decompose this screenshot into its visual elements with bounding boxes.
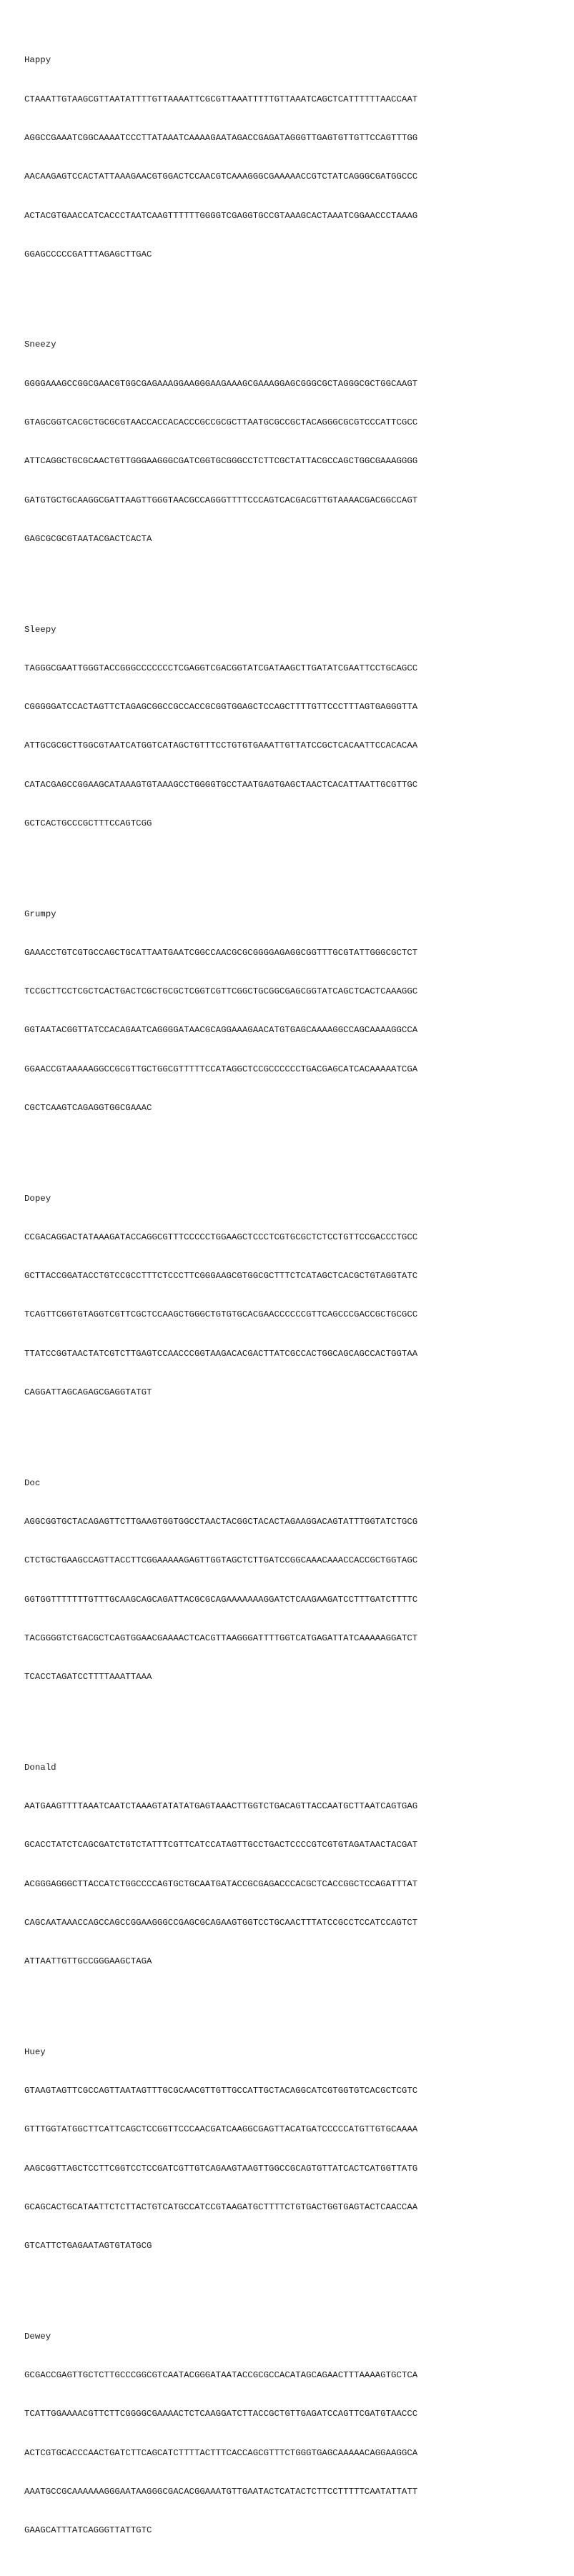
sequence-name: Grumpy (24, 908, 56, 919)
sequence-line: GGGGAAAGCCGGCGAACGTGGCGAGAAAGGAAGGGAAGAAAGCGAAAGGAGCGGGCGCTAGGGCGCTGGCAAGT (24, 378, 418, 389)
sequence-line: AGGCCGAAATCGGCAAAATCCCTTATAAATCAAAAGAATAGACCGAGATAGGGTTGAGTGTTGTTCCAGTTTGG (24, 132, 418, 143)
sequence-name: Happy (24, 55, 51, 66)
sequence-line: GTCATTCTGAGAATAGTGTATGCG (24, 2241, 152, 2251)
sequence-line: GGTAATACGGTTATCCACAGAATCAGGGGATAACGCAGGAAAGAACATGTGAGCAAAAGGCCAGCAAAAGGCCA (24, 1025, 418, 1036)
sequence-name: Doc (24, 1477, 41, 1488)
sequence-line: TCACCTAGATCCTTTTAAATTAAA (24, 1672, 152, 1683)
sequence-line: CGCTCAAGTCAGAGGTGGCGAAAC (24, 1102, 152, 1113)
sequence-name: Donald (24, 1762, 56, 1773)
sequence-name: Sleepy (24, 624, 56, 635)
sequence-name: Huey (24, 2046, 46, 2057)
sequence-name: Sneezy (24, 340, 56, 350)
sequence-line: TTATCCGGTAACTATCGTCTTGAGTCCAACCCGGTAAGACACGACTTATCGCCACTGGCAGCAGCCACTGGTAA (24, 1348, 418, 1359)
sequence-line: GATGTGCTGCAAGGCGATTAAGTTGGGTAACGCCAGGGTTTTCCCAGTCACGACGTTGTAAAACGACGGCCAGT (24, 495, 418, 505)
sequence-line: CAGGATTAGCAGAGCGAGGTATGT (24, 1387, 152, 1398)
sequence-line: ATTCAGGCTGCGCAACTGTTGGGAAGGGCGATCGGTGCGGGCCTCTTCGCTATTACGCCAGCTGGCGAAAGGGG (24, 456, 418, 467)
sequence-line: AAGCGGTTAGCTCCTTCGGTCCTCCGATCGTTGTCAGAAGTAAGTTGGCCGCAGTGTTATCACTCATGGTTATG (24, 2163, 418, 2174)
sequence-line: ATTGCGCGCTTGGCGTAATCATGGTCATAGCTGTTTCCTGTGTGAAATTGTTATCCGCTCACAATTCCACACAA (24, 740, 418, 751)
sequence-line: TCATTGGAAAACGTTCTTCGGGGCGAAAACTCTCAAGGATCTTACCGCTGTTGAGATCCAGTTCGATGTAACCC (24, 2409, 418, 2419)
sequence-line: GGAACCGTAAAAAGGCCGCGTTGCTGGCGTTTTTCCATAGGCTCCGCCCCCCTGACGAGCATCACAAAAATCGA (24, 1064, 418, 1074)
sequence-line: GTTTGGTATGGCTTCATTCAGCTCCGGTTCCCAACGATCAAGGCGAGTTACATGATCCCCCATGTTGTGCAAAA (24, 2124, 418, 2135)
sequence-line: CGGGGGATCCACTAGTTCTAGAGCGGCCGCCACCGCGGTGGAGCTCCAGCTTTTGTTCCCTTTAGTGAGGGTTA (24, 702, 418, 713)
sequence-line: AATGAAGTTTTAAATCAATCTAAAGTATATATGAGTAAACTTGGTCTGACAGTTACCAATGCTTAATCAGTGAG (24, 1801, 418, 1812)
sequence-line: GTAGCGGTCACGCTGCGCGTAACCACCACACCCGCCGCGCTTAATGCGCCGCTACAGGGCGCGTCCCATTCGCC (24, 417, 418, 427)
sequence-line: ACGGGAGGGCTTACCATCTGGCCCCAGTGCTGCAATGATACCGCGAGACCCACGCTCACCGGCTCCAGATTTAT (24, 1878, 418, 1889)
sequence-line: GGAGCCCCCGATTTAGAGCTTGAC (24, 249, 152, 259)
sequence-line: CCGACAGGACTATAAAGATACCAGGCGTTTCCCCCTGGAAGCTCCCTCGTGCGCTCTCCTGTTCCGACCCTGCC (24, 1232, 418, 1242)
sequence-line: AACAAGAGTCCACTATTAAAGAACGTGGACTCCAACGTCAAAGGGCGAAAAACCGTCTATCAGGGCGATGGCCC (24, 172, 418, 182)
sequence-document (24, 2, 568, 2576)
sequence-block (24, 1451, 568, 1710)
sequence-line: CTCTGCTGAAGCCAGTTACCTTCGGAAAAAGAGTTGGTAGCTCTTGATCCGGCAAACAAACCACCGCTGGTAGC (24, 1555, 418, 1566)
sequence-line: AAATGCCGCAAAAAAGGGAATAAGGGCGACACGGAAATGTTGAATACTCATACTCTTCCTTTTTCAATATTATT (24, 2487, 418, 2497)
sequence-block (24, 881, 568, 1140)
sequence-line: GCACCTATCTCAGCGATCTGTCTATTTCGTTCATCCATAGTTGCCTGACTCCCCGTCGTGTAGATAACTACGAT (24, 1840, 418, 1851)
sequence-line: AGGCGGTGCTACAGAGTTCTTGAAGTGGTGGCCTAACTACGGCTACACTAGAAGGACAGTATTTGGTATCTGCG (24, 1516, 418, 1527)
sequence-line: CAGCAATAAACCAGCCAGCCGGAAGGGCCGAGCGCAGAAGTGGTCCTGCAACTTTATCCGCCTCCATCCAGTCT (24, 1917, 418, 1928)
sequence-line: GAGCGCGCGTAATACGACTCACTA (24, 533, 152, 544)
sequence-line: GCTTACCGGATACCTGTCCGCCTTTCTCCCTTCGGGAAGCGTGGCGCTTTCTCATAGCTCACGCTGTAGGTATC (24, 1271, 418, 1282)
sequence-line: ATTAATTGTTGCCGGGAAGCTAGA (24, 1956, 152, 1967)
sequence-line: GGTGGTTTTTTTGTTTGCAAGCAGCAGATTACGCGCAGAAAAAAAGGATCTCAAGAAGATCCTTTGATCTTTTC (24, 1594, 418, 1605)
sequence-line: CATACGAGCCGGAAGCATAAAGTGTAAAGCCTGGGGTGCCTAATGAGTGAGCTAACTCACATTAATTGCGTTGC (24, 779, 418, 790)
sequence-block (24, 1166, 568, 1425)
sequence-line: TCCGCTTCCTCGCTCACTGACTCGCTGCGCTCGGTCGTTCGGCTGCGGCGAGCGGTATCAGCTCACTCAAAGGC (24, 986, 418, 997)
sequence-line: GCAGCACTGCATAATTCTCTTACTGTCATGCCATCCGTAAGATGCTTTTCTGTGACTGGTGAGTACTCAACCAA (24, 2201, 418, 2212)
sequence-line: GCGACCGAGTTGCTCTTGCCCGGCGTCAATACGGGATAATACCGCGCCACATAGCAGAACTTTAAAAGTGCTCA (24, 2370, 418, 2381)
sequence-name: Dopey (24, 1193, 51, 1204)
sequence-line: ACTACGTGAACCATCACCCTAATCAAGTTTTTTGGGGTCGAGGTGCCGTAAAGCACTAAATCGGAACCCTAAAG (24, 210, 418, 221)
sequence-block (24, 28, 568, 287)
sequence-line: GTAAGTAGTTCGCCAGTTAATAGTTTGCGCAACGTTGTTGCCATTGCTACAGGCATCGTGGTGTCACGCTCGTC (24, 2086, 418, 2096)
sequence-line: CTAAATTGTAAGCGTTAATATTTTGTTAAAATTCGCGTTAAATTTTTGTTAAATCAGCTCATTTTTTAACCAAT (24, 94, 418, 104)
sequence-block (24, 597, 568, 856)
sequence-block (24, 1735, 568, 1994)
sequence-block (24, 2304, 568, 2563)
sequence-line: GAAGCATTTATCAGGGTTATTGTC (24, 2525, 152, 2536)
sequence-line: ACTCGTGCACCCAACTGATCTTCAGCATCTTTTACTTTCACCAGCGTTTCTGGGTGAGCAAAAACAGGAAGGCA (24, 2447, 418, 2458)
sequence-line: TACGGGGTCTGACGCTCAGTGGAACGAAAACTCACGTTAAGGGATTTTGGTCATGAGATTATCAAAAAGGATCT (24, 1633, 418, 1643)
sequence-block (24, 312, 568, 571)
sequence-name: Dewey (24, 2331, 51, 2342)
sequence-line: GCTCACTGCCCGCTTTCCAGTCGG (24, 818, 152, 828)
sequence-line: TAGGGCGAATTGGGTACCGGGCCCCCCCTCGAGGTCGACGGTATCGATAAGCTTGATATCGAATTCCTGCAGCC (24, 663, 418, 673)
sequence-line: GAAACCTGTCGTGCCAGCTGCATTAATGAATCGGCCAACGCGCGGGGAGAGGCGGTTTGCGTATTGGGCGCTCT (24, 947, 418, 958)
sequence-block (24, 2020, 568, 2279)
sequence-line: TCAGTTCGGTGTAGGTCGTTCGCTCCAAGCTGGGCTGTGTGCACGAACCCCCCGTTCAGCCCGACCGCTGCGCC (24, 1309, 418, 1320)
